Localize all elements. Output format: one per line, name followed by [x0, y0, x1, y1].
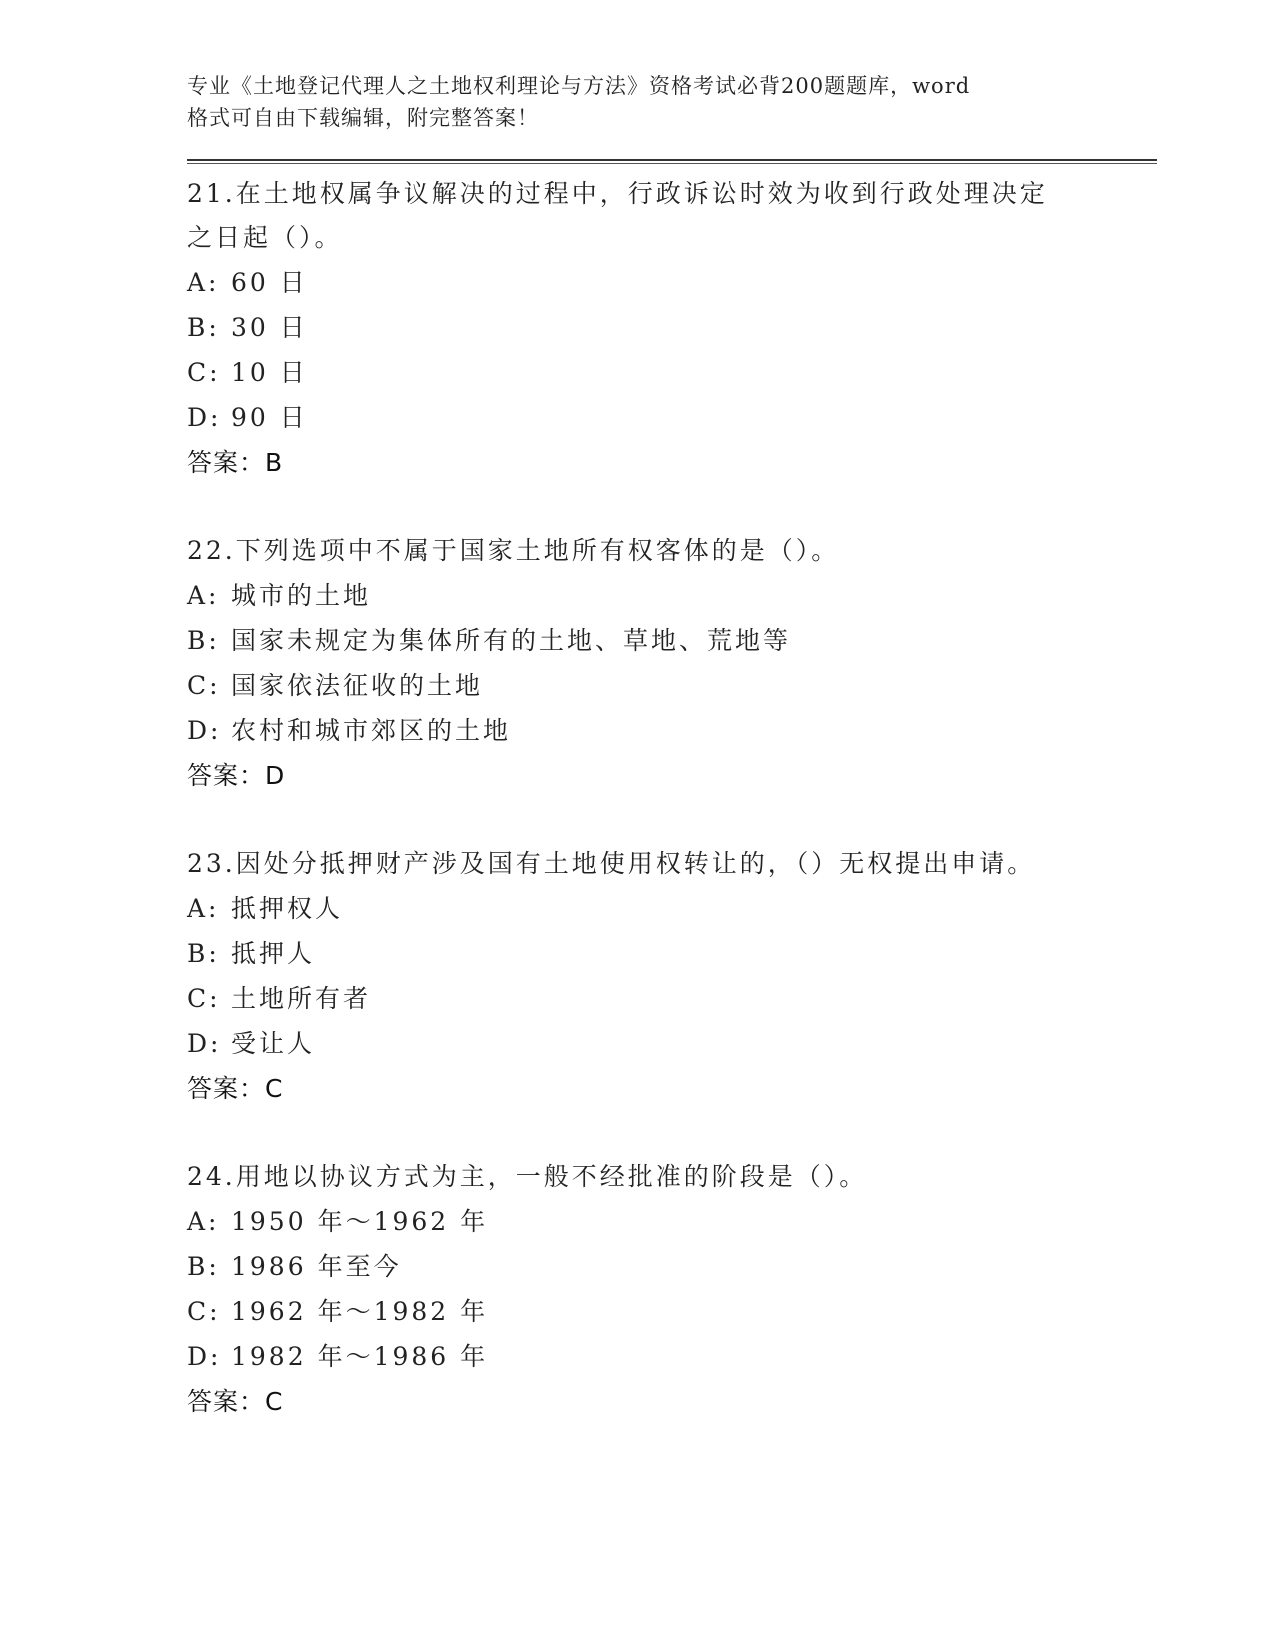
header-divider [187, 159, 1157, 164]
document-header [187, 70, 1157, 134]
option-a: A: 抵押权人 [187, 894, 344, 923]
option-a: A: 60 日 [187, 268, 308, 297]
header-line-1: 专业《土地登记代理人之土地权利理论与方法》资格考试必背200题题库，word [187, 74, 971, 98]
divider-thick [187, 159, 1157, 161]
option-c: C: 国家依法征收的土地 [187, 671, 484, 700]
answer-line: 答案：D [187, 761, 286, 790]
question-stem: 23.因处分抵押财产涉及国有土地使用权转让的，（）无权提出申请。 [187, 849, 1036, 878]
question-stem: 24.用地以协议方式为主，一般不经批准的阶段是（）。 [187, 1162, 868, 1191]
question-23 [187, 842, 1157, 1111]
option-a: A: 1950 年～1962 年 [187, 1207, 489, 1236]
answer-line: 答案：C [187, 1074, 284, 1103]
option-b: B: 30 日 [187, 313, 308, 342]
option-d: D: 1982 年～1986 年 [187, 1342, 489, 1371]
option-d: D: 受让人 [187, 1029, 316, 1058]
option-c: C: 土地所有者 [187, 984, 372, 1013]
option-d: D: 90 日 [187, 403, 308, 432]
question-stem: 22.下列选项中不属于国家土地所有权客体的是（）。 [187, 536, 840, 565]
question-22 [187, 529, 1157, 798]
option-a: A: 城市的土地 [187, 581, 372, 610]
document-page [187, 70, 1157, 1424]
option-b: B: 1986 年至今 [187, 1252, 402, 1281]
option-c: C: 1962 年～1982 年 [187, 1297, 489, 1326]
question-21 [187, 172, 1157, 485]
option-d: D: 农村和城市郊区的土地 [187, 716, 512, 745]
option-b: B: 抵押人 [187, 939, 316, 968]
option-c: C: 10 日 [187, 358, 308, 387]
option-b: B: 国家未规定为集体所有的土地、草地、荒地等 [187, 626, 792, 655]
question-stem: 21.在土地权属争议解决的过程中，行政诉讼时效为收到行政处理决定 之日起（）。 [187, 179, 1048, 252]
header-line-2: 格式可自由下载编辑，附完整答案！ [187, 106, 539, 130]
answer-line: 答案：C [187, 1387, 284, 1416]
question-24 [187, 1155, 1157, 1424]
divider-thin [187, 163, 1157, 164]
answer-line: 答案：B [187, 448, 284, 477]
